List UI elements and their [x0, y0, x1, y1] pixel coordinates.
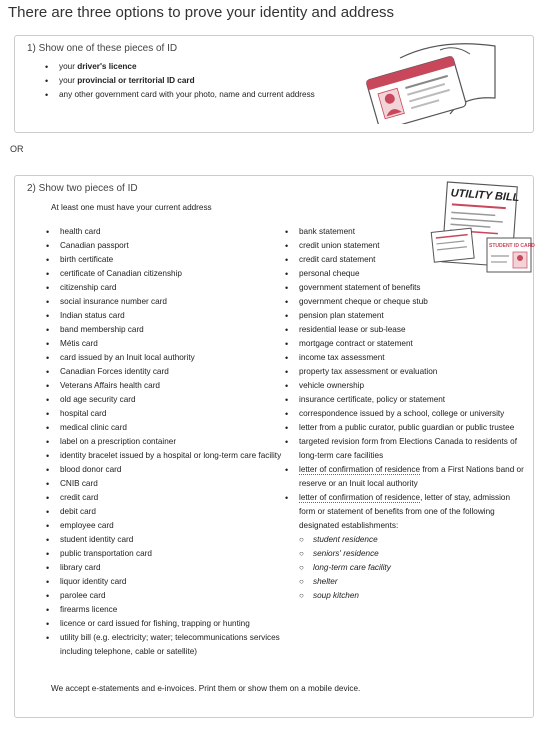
option2-title: 2) Show two pieces of ID [27, 183, 138, 194]
letter-of-confirmation-link-1[interactable]: letter of confirmation of residence [299, 465, 421, 474]
list-item: • property tax assessment or evaluation [285, 365, 525, 379]
list-item: • social insurance number card [46, 295, 286, 309]
list-item: • CNIB card [46, 477, 286, 491]
option1-list [45, 60, 355, 102]
list-item: • debit card [46, 505, 286, 519]
option1-box [14, 35, 534, 133]
list-item: • credit union statement [285, 239, 525, 253]
list-item: • blood donor card [46, 463, 286, 477]
list-item: • correspondence issued by a school, college or university [285, 407, 525, 421]
list-item: • letter from a public curator, public guardian or public trustee [285, 421, 525, 435]
list-item: • pension plan statement [285, 309, 525, 323]
list-item: • Canadian passport [46, 239, 286, 253]
list-item: • personal cheque [285, 267, 525, 281]
option2-intro: At least one must have your current address [51, 203, 212, 212]
list-item: • identity bracelet issued by a hospital or long-term care facility [46, 449, 286, 463]
list-item: • any other government card with your photo, name and current address [45, 88, 355, 102]
list-item: • old age security card [46, 393, 286, 407]
option1-title: 1) Show one of these pieces of ID [27, 43, 178, 54]
list-item: • vehicle ownership [285, 379, 525, 393]
list-item: • card issued by an Inuit local authority [46, 351, 286, 365]
list-item: • certificate of Canadian citizenship [46, 267, 286, 281]
list-item: • Canadian Forces identity card [46, 365, 286, 379]
list-item: • band membership card [46, 323, 286, 337]
list-item: • letter of confirmation of residence from a First Nations band or reserve or an Inuit local authority [285, 463, 525, 491]
list-item: • utility bill (e.g. electricity; water; telecommunications services including telephone, cable or satellite) [46, 631, 286, 659]
list-item: • employee card [46, 519, 286, 533]
student-card-label: STUDENT ID CARD [489, 243, 535, 249]
list-item: • residential lease or sub-lease [285, 323, 525, 337]
list-item: • your driver's licence [45, 60, 355, 74]
list-item: • parolee card [46, 589, 286, 603]
list-item: • health card [46, 225, 286, 239]
list-item: • insurance certificate, policy or statement [285, 393, 525, 407]
list-item: ○ seniors' residence [299, 547, 525, 561]
list-item: ○ long-term care facility [299, 561, 525, 575]
list-item: • firearms licence [46, 603, 286, 617]
list-item: • birth certificate [46, 253, 286, 267]
list-item: • Métis card [46, 337, 286, 351]
utility-bill-label: UTILITY BILL [450, 187, 520, 205]
option2-left-list [46, 225, 286, 659]
list-item: ○ shelter [299, 575, 525, 589]
list-item: • bank statement [285, 225, 525, 239]
or-separator: OR [10, 144, 24, 154]
list-item: • hospital card [46, 407, 286, 421]
list-item: • targeted revision form from Elections Canada to residents of long-term care facilities [285, 435, 525, 463]
list-item: • mortgage contract or statement [285, 337, 525, 351]
list-item: • income tax assessment [285, 351, 525, 365]
driver-licence-illustration [360, 38, 500, 124]
list-item: • label on a prescription container [46, 435, 286, 449]
list-item: • liquor identity card [46, 575, 286, 589]
list-item: ○ soup kitchen [299, 589, 525, 603]
list-item: • government statement of benefits [285, 281, 525, 295]
option2-footer: We accept e-statements and e-invoices. Print them or show them on a mobile device. [51, 684, 361, 693]
option2-box [14, 175, 534, 718]
list-item: • citizenship card [46, 281, 286, 295]
list-item: • credit card statement [285, 253, 525, 267]
list-item: ○ student residence [299, 533, 525, 547]
establishments-list [299, 533, 525, 603]
list-item: • Veterans Affairs health card [46, 379, 286, 393]
list-item: • your provincial or territorial ID card [45, 74, 355, 88]
list-item: • public transportation card [46, 547, 286, 561]
list-item: • letter of confirmation of residence, letter of stay, admission form or statement of benefits from one of the following designated establishments: ○ student residence ○ seniors' residence ○ long-term care facility ○ shelter ○ soup kitchen [285, 491, 525, 603]
option2-right-list [285, 225, 525, 603]
list-item: • library card [46, 561, 286, 575]
list-item: • medical clinic card [46, 421, 286, 435]
list-item: • government cheque or cheque stub [285, 295, 525, 309]
list-item: • Indian status card [46, 309, 286, 323]
list-item: • credit card [46, 491, 286, 505]
letter-of-confirmation-link-2[interactable]: letter of confirmation of residence [299, 493, 421, 502]
list-item: • licence or card issued for fishing, trapping or hunting [46, 617, 286, 631]
page-heading: There are three options to prove your identity and address [8, 4, 395, 21]
list-item: • student identity card [46, 533, 286, 547]
